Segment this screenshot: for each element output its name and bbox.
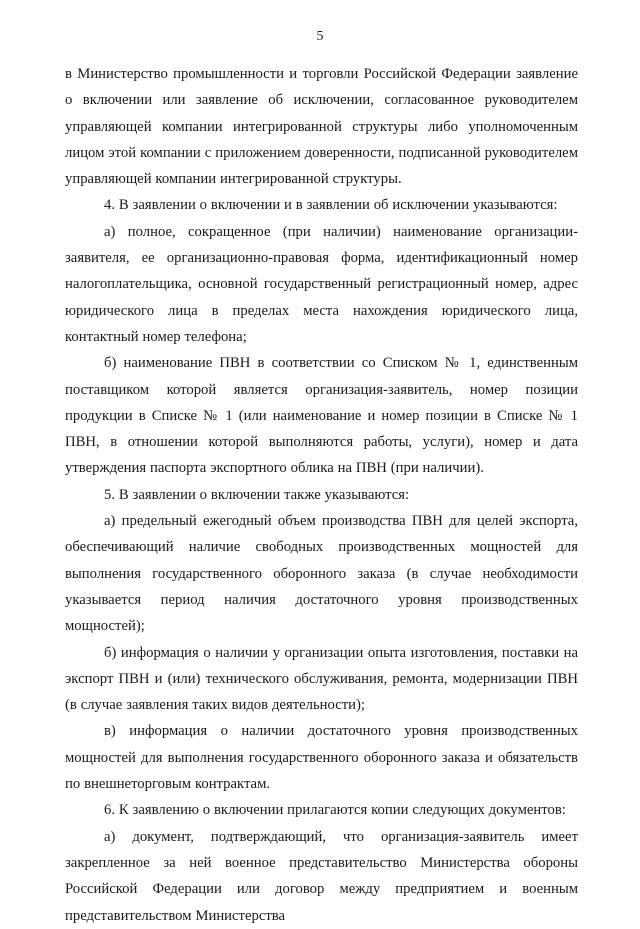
paragraph-clause-5: 5. В заявлении о включении также указываются: bbox=[104, 486, 410, 503]
paragraph-clause-4a: а) полное, сокращенное (при наличии) наименование организации-заявителя, ее организационно-правовая форма, идентификационный номер налогоплательщика, основной государственный регистрационный номер, адрес юридического лица в пределах места нахождения юридического лица, контактный номер телефона; bbox=[65, 223, 578, 345]
paragraph-clause-5b: б) информация о наличии у организации опыта изготовления, поставки на экспорт ПВН и (или) технического обслуживания, ремонта, модернизации ПВН (в случае заявления таких видов деятельности); bbox=[65, 644, 578, 714]
paragraph-clause-5c: в) информация о наличии достаточного уровня производственных мощностей для выполнения государственного оборонного заказа и обязательств по внешнеторговым контрактам. bbox=[65, 723, 578, 793]
paragraph-clause-5a: а) предельный ежегодный объем производства ПВН для целей экспорта, обеспечивающий наличие свободных производственных мощностей для выполнения государственного оборонного заказа (в случае необходимости указывается период наличия достаточного уровня производственных мощностей); bbox=[65, 513, 578, 635]
paragraph-clause-6a: а) документ, подтверждающий, что организация-заявитель имеет закрепленное за ней военное представительство Министерства обороны Российской Федерации или договор между предприятием и военным представительством Министерства bbox=[65, 828, 578, 924]
paragraph-clause-6: 6. К заявлению о включении прилагаются копии следующих документов: bbox=[104, 802, 566, 819]
document-body bbox=[65, 61, 578, 929]
paragraph-continuation: в Министерство промышленности и торговли Российской Федерации заявление о включении или заявление об исключении, согласованное руководителем управляющей компании интегрированной структуры либо уполномоченным лицом этой компании с приложением доверенности, подписанной руководителем управляющей компании интегрированной структуры. bbox=[65, 66, 578, 188]
page-number: 5 bbox=[316, 29, 324, 44]
paragraph-clause-4: 4. В заявлении о включении и в заявлении об исключении указываются: bbox=[104, 197, 558, 214]
paragraph-clause-4b: б) наименование ПВН в соответствии со Списком № 1, единственным поставщиком которой является организация-заявитель, номер позиции продукции в Списке № 1 (или наименование и номер позиции в Списке № 1 ПВН, в отношении которой выполняются работы, услуги), номер и дата утверждения паспорта экспортного облика на ПВН (при наличии). bbox=[65, 355, 578, 477]
